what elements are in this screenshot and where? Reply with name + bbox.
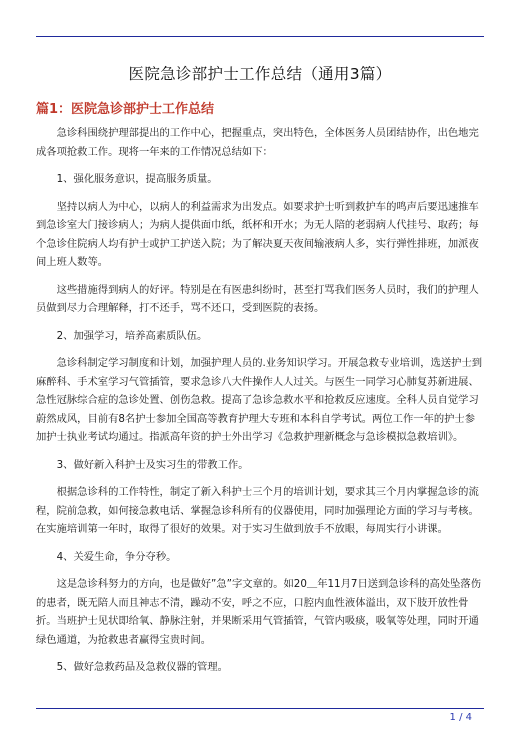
page-indicator: 1 / 4 — [449, 712, 472, 723]
point-heading-3: 3、做好新入科护士及实习生的带教工作。 — [56, 458, 249, 471]
body-paragraph: 坚持以病人为中心，以病人的利益需求为出发点。如要求护士听到救护车的鸣声后要迅速推车到急诊室大门接诊病人；为病人提供面巾纸，纸杯和开水；为无人陪的老弱病人代挂号、取药；每个急诊住院病人均有护士或护工护送入院；为了解决夏天夜间输液病人多，实行弹性排班，加派夜间上班人数等。 — [36, 200, 479, 268]
point-heading-2: 2、加强学习，培养高素质队伍。 — [56, 329, 208, 342]
point-heading-5: 5、做好急救药品及急救仪器的管理。 — [56, 661, 228, 673]
document-body — [36, 124, 484, 686]
body-paragraph: 这些措施得到病人的好评。特别是在有医患纠纷时，甚至打骂我们医务人员时，我们的护理人员做到尽力合理解释，打不还手，骂不还口，受到医院的表扬。 — [36, 283, 479, 314]
body-paragraph: 急诊科制定学习制度和计划，加强护理人员的.业务知识学习。开展急救专业培训，选送护士到麻醉科、手术室学习气管插管，要求急诊八大件操作人人过关。与医生一同学习心肺复苏新进展、急性冠脉综合症的急诊处置、创伤急救。提高了急诊急救水平和抢救反应速度。全科人员自觉学习蔚然成风，目前有8名护士参加全国高等教育护理大专班和本科自学考试。两位工作一年的护士参加护士执业考试均通过。指派高年资的护士外出学习《急救护理新概念与急诊模拟急救培训》。 — [36, 357, 483, 443]
intro-paragraph: 急诊科围绕护理部提出的工作中心，把握重点，突出特色，全体医务人员团结协作，出色地完成各项抢救工作。现将一年来的工作情况总结如下： — [36, 127, 479, 158]
footer-rule — [36, 708, 484, 709]
point-heading-4: 4、关爱生命，争分夺秒。 — [56, 550, 177, 563]
document-title: 医院急诊部护士工作总结（通用3篇） — [128, 65, 392, 83]
point-heading-1: 1、强化服务意识，提高服务质量。 — [56, 173, 218, 185]
body-paragraph: 这是急诊科努力的方向，也是做好”急”字文章的。如20＿年11月7日送到急诊科的高处坠落伤的患者，既无陪人而且神志不清，躁动不安，呼之不应，口腔内血性液体溢出，双下肢开放性骨折。当班护士见状即给氧、静脉注射，并果断采用气管插管，气管内吸痰，吸氧等处理，同时开通绿色通道，为抢救患者赢得宝贵时间。 — [36, 578, 482, 646]
section-heading: 篇1：医院急诊部护士工作总结 — [36, 102, 215, 117]
body-paragraph: 根据急诊科的工作特性，制定了新入科护士三个月的培训计划，要求其三个月内掌握急诊的流程，院前急救，如何接急救电话、掌握急诊科所有的仪器使用，同时加强理论方面的学习与考核。在实施培训第一年时，取得了很好的效果。对于实习生做到放手不放眼，每周实行小讲课。 — [36, 486, 479, 535]
header-rule — [36, 36, 484, 37]
